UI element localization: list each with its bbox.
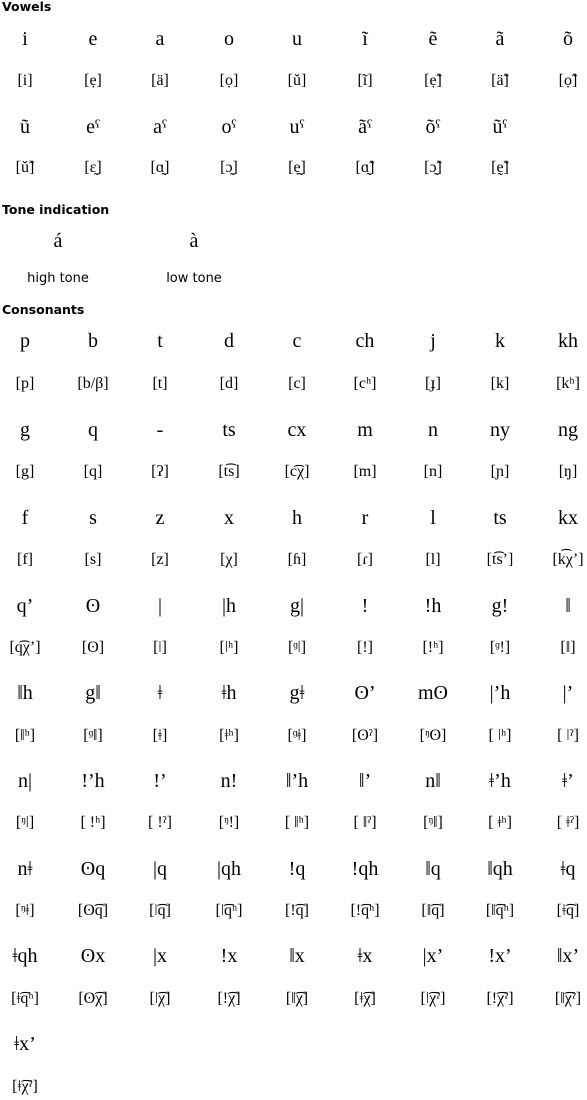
vowel-letter: u — [292, 28, 302, 50]
consonant-letter: cx — [287, 419, 307, 441]
consonant-letter: ts — [493, 507, 507, 529]
vowel-letter: o — [224, 28, 234, 50]
consonant-ipa: [ǁ͡χ] — [285, 990, 309, 1007]
vowel-letter: aˤ — [153, 116, 167, 138]
consonant-letter: b — [88, 330, 98, 352]
consonant-ipa: [ǂ͡χ] — [354, 990, 376, 1007]
vowel-ipa: [ä̃] — [491, 72, 509, 89]
consonant-letter: |x — [152, 945, 167, 967]
consonant-letter: gǂ — [289, 682, 305, 704]
vowel-ipa: [ɑ̰̃] — [355, 159, 375, 176]
consonant-letter: kh — [558, 330, 578, 352]
consonant-ipa: [ᶢǁ] — [83, 727, 103, 744]
consonant-letter: z — [155, 507, 165, 529]
consonant-ipa: [p] — [15, 375, 35, 392]
consonant-ipa: [ ǀʰ] — [488, 727, 512, 744]
consonant-letter: ǂ’h — [489, 770, 511, 792]
consonant-letter: ǂx’ — [14, 1033, 36, 1055]
consonant-letter: ch — [355, 330, 375, 352]
vowel-ipa: [ǔ̃] — [15, 159, 35, 176]
consonant-ipa: [cʰ] — [353, 375, 377, 392]
vowel-letter: ũˤ — [492, 116, 508, 138]
consonant-letter: n‖ — [425, 770, 441, 792]
consonant-ipa: [b/β] — [77, 375, 109, 392]
consonant-letter: g| — [289, 595, 304, 617]
consonant-ipa: [ ǂˀ] — [556, 814, 580, 831]
consonant-letter: ʘ — [85, 595, 101, 617]
consonant-letter: |x’ — [422, 945, 444, 967]
vowel-letter: a — [155, 28, 165, 50]
section-heading-consonants: Consonants — [2, 302, 85, 317]
vowel-letter: i — [22, 28, 28, 50]
consonant-letter: f — [21, 507, 29, 529]
vowel-ipa: [ọ̃] — [558, 72, 578, 89]
consonant-ipa: [ǂ͡q] — [556, 902, 580, 919]
consonant-letter: nǂ — [17, 858, 33, 880]
consonant-letter: !h — [424, 595, 442, 617]
consonant-letter: ! — [361, 595, 369, 617]
consonant-letter: ‖’h — [285, 770, 309, 792]
consonant-letter: k — [495, 330, 505, 352]
consonant-ipa: [t] — [152, 375, 168, 392]
consonant-ipa: [ǂʰ] — [219, 727, 239, 744]
consonant-ipa: [m] — [353, 463, 377, 480]
consonant-ipa: [ǃ] — [357, 639, 373, 656]
consonant-letter: t — [157, 330, 163, 352]
section-heading-vowels: Vowels — [2, 0, 52, 14]
consonant-letter: ‖q — [425, 858, 441, 880]
vowel-letter: õ — [563, 28, 573, 50]
consonant-letter: !qh — [351, 858, 379, 880]
consonant-ipa: [ɾ] — [357, 551, 373, 568]
consonant-letter: q — [88, 419, 98, 441]
consonant-letter: l — [430, 507, 436, 529]
consonant-ipa: [ǂ] — [152, 727, 168, 744]
vowel-ipa: [ẹ̰] — [288, 159, 306, 176]
consonant-ipa: [c] — [288, 375, 306, 392]
vowel-letter: e — [88, 28, 98, 50]
consonant-ipa: [f] — [17, 551, 33, 568]
consonant-ipa: [t͡s] — [218, 463, 240, 480]
consonant-ipa: [ ǃʰ] — [80, 814, 106, 831]
consonant-letter: ǂx — [357, 945, 373, 967]
consonant-ipa: [ᵑǂ] — [15, 902, 35, 919]
consonant-letter: m — [357, 419, 373, 441]
consonant-ipa: [χ] — [220, 551, 238, 568]
vowel-ipa: [ọ] — [219, 72, 239, 89]
consonant-ipa: [ǁ͡qʰ] — [485, 902, 515, 919]
consonant-ipa: [t͡s’] — [486, 551, 514, 568]
consonant-ipa: [s] — [84, 551, 102, 568]
vowel-ipa: [ǔ] — [287, 72, 307, 89]
consonant-letter: ʘ’ — [354, 682, 376, 704]
consonant-letter: |h — [221, 595, 236, 617]
consonant-ipa: [ǀ͡χˀ] — [420, 990, 446, 1007]
consonant-ipa: [ᶢǂ] — [287, 727, 307, 744]
consonant-letter: ‖qh — [487, 858, 513, 880]
consonant-letter: ǂh — [221, 682, 237, 704]
consonant-ipa: [ᵑǁ] — [423, 814, 443, 831]
consonant-ipa: [ ǃˀ] — [148, 814, 172, 831]
consonant-letter: |qh — [216, 858, 241, 880]
consonant-letter: ʘx — [80, 945, 106, 967]
consonant-letter: ǂqh — [12, 945, 38, 967]
vowel-ipa: [ɛ̰] — [84, 159, 102, 176]
consonant-letter: c — [292, 330, 302, 352]
consonant-ipa: [ɟ] — [425, 375, 441, 392]
vowel-letter: õˤ — [425, 116, 441, 138]
consonant-ipa: [ǃʰ] — [422, 639, 444, 656]
consonant-letter: ‖x’ — [556, 945, 580, 967]
consonant-letter: j — [430, 330, 436, 352]
consonant-ipa: [ǀ͡qʰ] — [215, 902, 243, 919]
consonant-letter: g! — [491, 595, 509, 617]
consonant-ipa: [ǂ͡χˀ] — [12, 1078, 38, 1095]
consonant-letter: g‖ — [85, 682, 101, 704]
consonant-letter: |’ — [562, 682, 574, 704]
consonant-ipa: [ǃ͡χˀ] — [486, 990, 514, 1007]
consonant-letter: h — [292, 507, 302, 529]
vowel-ipa: [ɔ̰] — [220, 159, 238, 176]
consonant-ipa: [g] — [15, 463, 35, 480]
vowel-letter: ĩ — [362, 28, 368, 50]
consonant-ipa: [n] — [423, 463, 443, 480]
consonant-ipa: [ǁ͡χˀ] — [554, 990, 582, 1007]
consonant-letter: | — [157, 595, 162, 617]
consonant-ipa: [ ǁˀ] — [353, 814, 377, 831]
consonant-ipa: [ŋ] — [558, 463, 578, 480]
consonant-ipa: [ǁ͡q] — [421, 902, 445, 919]
consonant-ipa: [ᵑʘ] — [419, 727, 447, 744]
consonant-ipa: [k͡χ’] — [552, 551, 584, 568]
consonant-ipa: [ ǁʰ] — [284, 814, 310, 831]
consonant-letter: ǂq — [560, 858, 576, 880]
consonant-ipa: [ǃ͡qʰ] — [350, 902, 380, 919]
consonant-ipa: [l] — [425, 551, 441, 568]
consonant-letter: x — [224, 507, 234, 529]
consonant-letter: !x’ — [488, 945, 512, 967]
consonant-letter: - — [156, 419, 164, 441]
consonant-letter: q’ — [16, 595, 34, 617]
consonant-ipa: [ǀ͡q] — [149, 902, 171, 919]
consonant-ipa: [ᵑǀ] — [15, 814, 35, 831]
consonant-letter: n! — [220, 770, 238, 792]
consonant-letter: !q — [288, 858, 306, 880]
consonant-letter: s — [89, 507, 97, 529]
consonant-ipa: [ʘ] — [81, 639, 105, 656]
consonant-letter: ts — [222, 419, 236, 441]
vowel-letter: eˤ — [86, 116, 100, 138]
consonant-letter: ǂ’ — [562, 770, 574, 792]
consonant-ipa: [ʔ] — [151, 463, 169, 480]
consonant-letter: !’h — [81, 770, 105, 792]
consonant-ipa: [d] — [219, 375, 239, 392]
tone-mark-high: á — [53, 230, 63, 252]
consonant-letter: !x — [220, 945, 238, 967]
vowel-ipa: [ĩ] — [357, 72, 373, 89]
consonant-letter: |’h — [489, 682, 511, 704]
consonant-ipa: [k] — [490, 375, 510, 392]
tone-label-high: high tone — [27, 271, 89, 286]
vowel-ipa: [i] — [17, 72, 33, 89]
vowel-ipa: [ẹ] — [84, 72, 102, 89]
vowel-letter: ũ — [20, 116, 30, 138]
vowel-letter: ã — [495, 28, 505, 50]
consonant-letter: ny — [490, 419, 510, 441]
consonant-letter: ‖h — [17, 682, 33, 704]
consonant-ipa: [ʘ͡q] — [77, 902, 109, 919]
consonant-letter: kx — [558, 507, 578, 529]
vowel-letter: uˤ — [289, 116, 305, 138]
consonant-ipa: [ ǂʰ] — [488, 814, 512, 831]
consonant-ipa: [ᵑǃ] — [218, 814, 240, 831]
consonant-ipa: [ǂ͡qʰ] — [11, 990, 39, 1007]
consonant-letter: !’ — [153, 770, 167, 792]
consonant-letter: ng — [558, 419, 578, 441]
consonant-letter: ‖’ — [358, 770, 372, 792]
consonant-letter: p — [20, 330, 30, 352]
consonant-ipa: [ǃ͡q] — [285, 902, 309, 919]
vowel-ipa: [ḛ̃] — [491, 159, 509, 176]
consonant-ipa: [c͡χ] — [284, 463, 310, 480]
consonant-ipa: [ǀ] — [153, 639, 167, 656]
vowel-ipa: [ä] — [151, 72, 169, 89]
consonant-letter: ‖x — [289, 945, 305, 967]
consonant-letter: n| — [17, 770, 32, 792]
consonant-ipa: [ ǀˀ] — [557, 727, 579, 744]
vowel-letter: ãˤ — [358, 116, 372, 138]
consonant-ipa: [ǃ͡χ] — [217, 990, 241, 1007]
consonant-ipa: [ǀ͡χ] — [149, 990, 171, 1007]
consonant-ipa: [ǁʰ] — [14, 727, 36, 744]
consonant-letter: r — [361, 507, 369, 529]
consonant-ipa: [z] — [151, 551, 169, 568]
consonant-ipa: [ǁ] — [560, 639, 576, 656]
consonant-ipa: [ǀʰ] — [219, 639, 239, 656]
consonant-letter: mʘ — [418, 682, 448, 704]
consonant-letter: ǂ — [157, 682, 163, 704]
vowel-ipa: [ɑ̰] — [150, 159, 170, 176]
consonant-letter: g — [20, 419, 30, 441]
consonant-letter: ‖ — [565, 595, 571, 617]
consonant-letter: n — [428, 419, 438, 441]
consonant-letter: d — [224, 330, 234, 352]
vowel-letter: oˤ — [221, 116, 237, 138]
consonant-ipa: [ʘ͡χ] — [78, 990, 108, 1007]
consonant-letter: |q — [152, 858, 167, 880]
consonant-ipa: [ᶢǃ] — [489, 639, 511, 656]
consonant-ipa: [q͡χ’] — [9, 639, 41, 656]
consonant-ipa: [ʘˀ] — [351, 727, 379, 744]
tone-label-low: low tone — [166, 271, 222, 286]
tone-mark-low: à — [189, 230, 199, 252]
consonant-ipa: [ᶢǀ] — [287, 639, 307, 656]
vowel-ipa: [ɔ̰̃] — [424, 159, 442, 176]
consonant-ipa: [ɦ] — [287, 551, 307, 568]
section-heading-tone: Tone indication — [2, 202, 110, 217]
consonant-ipa: [kʰ] — [556, 375, 580, 392]
vowel-letter: ẽ — [428, 28, 438, 50]
consonant-letter: ʘq — [80, 858, 106, 880]
vowel-ipa: [ẹ̃] — [424, 72, 442, 89]
consonant-ipa: [q] — [83, 463, 103, 480]
consonant-ipa: [ɲ] — [490, 463, 510, 480]
